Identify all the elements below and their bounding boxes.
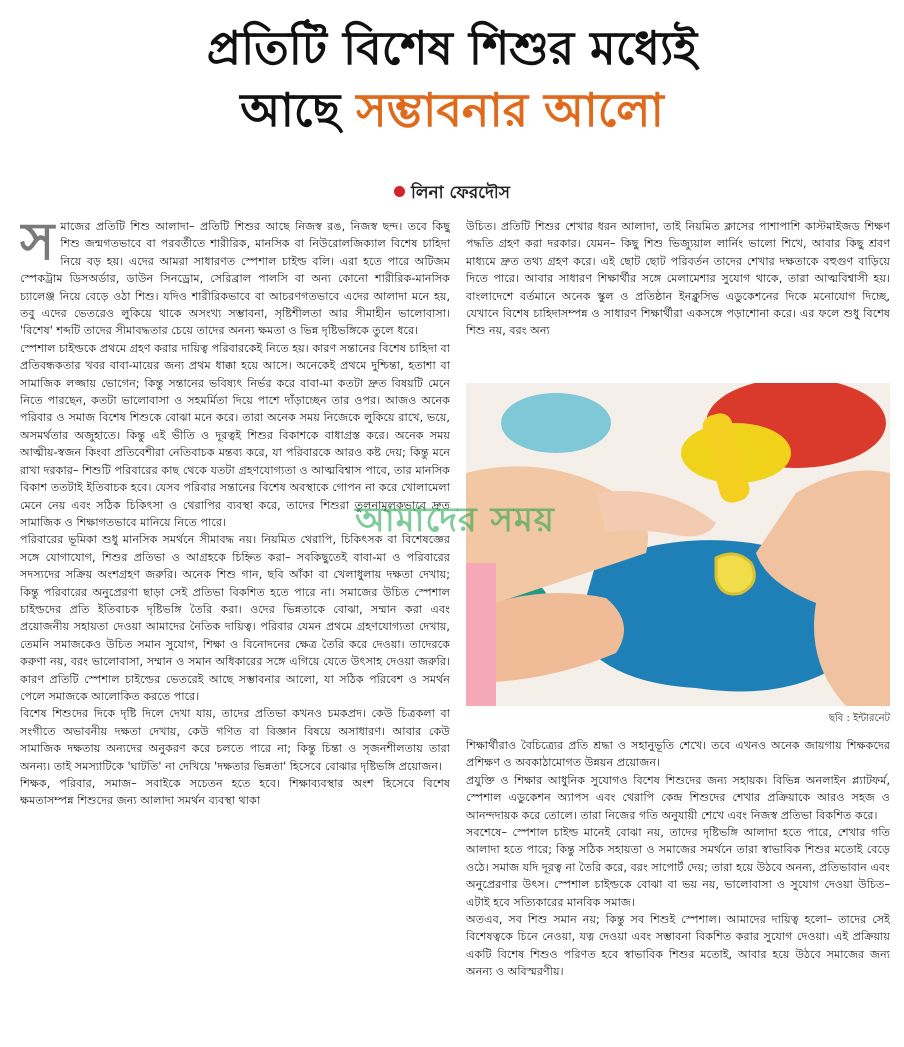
headline-line-1: প্রতিটি বিশেষ শিশুর মধ্যেই [206,21,698,75]
article-paragraph: মাজের প্রতিটি শিশু আলাদা– প্রতিটি শিশুর আছে নিজস্ব রঙ, নিজস্ব ছন্দ। তবে কিছু শিশু জন্মগতভাবে বা পরবর্তীতে শারীরিক, মানসিক বা নিউরোলজিক্যাল বিশেষ চাহিদা নিয়ে বড় হয়। এদের আমরা সাধারণত স্পেশাল চাইল্ড বলি। এরা হতে পারে অটিজম স্পেকট্রাম ডিসঅর্ডার, ডাউন সিনড্রোম, সেরিব্রাল পালসি বা অন্য কোনো শারীরিক-মানসিক চ্যালেঞ্জ নিয়ে বেড়ে ওঠা শিশু। যদিও শারীরিকভাবে বা আচরণগতভাবে এদের আলাদা মনে হয়, তবু এদের ভেতরেও লুকিয়ে থাকে অসংখ্য সম্ভাবনা, সৃষ্টিশীলতা আর সীমাহীন ভালোবাসা। 'বিশেষ' শব্দটি তাদের সীমাবদ্ধতার চেয়ে তাদের অনন্য ক্ষমতা ও ভিন্ন দৃষ্টিভঙ্গিকে তুলে ধরে। [20,220,450,338]
byline [0,180,904,208]
article-paragraph: শিক্ষার্থীরাও বৈচিত্র্যের প্রতি শ্রদ্ধা ও সহানুভূতি শেখে। তবে এখনও অনেক জায়গায় শিক্ষকদের প্রশিক্ষণ ও অবকাঠামোগত উন্নয়ন প্রয়োজন। [466,739,890,770]
article-paragraph: স্পেশাল চাইল্ডকে প্রথমে গ্রহণ করার দায়িত্ব পরিবারকেই নিতে হয়। কারণ সন্তানের বিশেষ চাহিদা বা প্রতিবন্ধকতার খবর বাবা-মায়ের জন্য প্রথম ধাক্কা হয়ে আসে। অনেকেই প্রথমে দুশ্চিন্তা, হতাশা বা সামাজিক লজ্জায় ভোগেন; কিন্তু সন্তানের ভবিষ্যৎ নির্ভর করে বাবা-মা কতটা দ্রুত বিষয়টি মেনে নিতে পারছেন, কতটা ভালোবাসা ও সহমর্মিতা দিয়ে পাশে দাঁড়াচ্ছেন তার ওপর। আজও অনেক পরিবার ও সমাজ বিশেষ শিশুকে বোঝা মনে করে। তারা অনেক সময় নিজেকে লুকিয়ে রাখে, ভয়ে, অসমর্থতার অজুহাতে। কিন্তু এই ভীতি ও দূরত্বই শিশুর বিকাশকে বাধাগ্রস্ত করে। অনেক সময় আত্মীয়-স্বজন কিংবা প্রতিবেশীরা নেতিবাচক মন্তব্য করে, যা পরিবারকে আরও কষ্ট দেয়; কিন্তু মনে রাখা দরকার– শিশুটি পরিবারের কাছ থেকে যতটা গ্রহণযোগ্যতা ও আত্মবিশ্বাস পাবে, তার মানসিক বিকাশ ততটাই ইতিবাচক হবে। যেসব পরিবার সন্তানের বিশেষ অবস্থাকে গোপন না করে খোলামেলা মেনে নেয় এবং সঠিক চিকিৎসা ও থেরাপির ব্যবস্থা করে, তাদের শিশুরা তুলনামূলকভাবে দ্রুত সামাজিক ও শিক্ষাগতভাবে মানিয়ে নিতে পারে। [20,341,450,529]
article-paragraph: অতএব, সব শিশু সমান নয়; কিন্তু সব শিশুই স্পেশাল। আমাদের দায়িত্ব হলো– তাদের সেই বিশেষত্বকে চিনে নেওয়া, যত্ন দেওয়া এবং সম্ভাবনা বিকশিত করার সুযোগ দেওয়া। এই প্রক্রিয়ায় একটি বিশেষ শিশুও পরিণত হবে স্বাভাবিক শিশুর মতোই, আবার হয়ে উঠবে সমাজের জন্য অনন্য ও অবিস্মরণীয়। [466,913,890,979]
article-column-right-top [466,218,890,378]
article-column-right-bottom [466,737,890,1037]
article-paragraph: পরিবারের ভূমিকা শুধু মানসিক সমর্থনে সীমাবদ্ধ নয়। নিয়মিত থেরাপি, চিকিৎসক বা বিশেষজ্ঞের সঙ্গে যোগাযোগ, শিশুর প্রতিভা ও আগ্রহকে চিহ্নিত করা– সবকিছুতেই বাবা-মা ও পরিবারের সদস্যদের সক্রিয় অংশগ্রহণ জরুরি। অনেক শিশু গান, ছবি আঁকা বা খেলাধুলায় দক্ষতা দেখায়; কিন্তু পরিবারের অনুপ্রেরণা ছাড়া সেই প্রতিভা বিকশিত হতে পারে না। সমাজের উচিত স্পেশাল চাইল্ডদের প্রতি ইতিবাচক দৃষ্টিভঙ্গি তৈরি করা। ওদের ভিন্নতাকে বোঝা, সম্মান করা এবং প্রয়োজনীয় সহায়তা দেওয়া আমাদের নৈতিক দায়িত্ব। পরিবার যেমন প্রথমে গ্রহণযোগ্যতা দেখায়, তেমনি সমাজকেও উচিত সমান সুযোগ, শিক্ষা ও বিনোদনের ক্ষেত্র তৈরি করে দেওয়া। তাদেরকে করুণা নয়, বরং ভালোবাসা, সম্মান ও সমান অধিকারের সঙ্গে এগিয়ে যেতে উৎসাহ দেওয়া জরুরি। কারণ প্রতিটি স্পেশাল চাইল্ডের ভেতরেই আছে সম্ভাবনার আলো, যা সঠিক পরিবেশ ও সমর্থন পেলে সমাজকে আলোকিত করতে পারে। [20,533,450,703]
newspaper-watermark: আমাদের সময় [355,500,555,540]
article-paragraph: সবশেষে– স্পেশাল চাইল্ড মানেই বোঝা নয়, তাদের দৃষ্টিভঙ্গি আলাদা হতে পারে, শেখার গতি আলাদা হতে পারে; কিন্তু সঠিক সহায়তা ও সমাজের সমর্থনে তারা স্বাভাবিক শিশুর মতোই বেড়ে ওঠে। সমাজ যদি দূরত্ব না তৈরি করে, বরং সাপোর্ট দেয়; তারা হয়ে উঠবে অনন্য, প্রতিভাবান এবং অনুপ্রেরণার উৎস। স্পেশাল চাইল্ডকে বোঝা বা ভয় নয়, ভালোবাসা ও সুযোগ দেওয়া উচিত– এটাই হবে সত্যিকারের মানবিক সমাজ। [466,826,890,909]
byline-dot-icon [394,186,405,197]
article-paragraph: উচিত। প্রতিটি শিশুর শেখার ধরন আলাদা, তাই নিয়মিত ক্লাসের পাশাপাশি কাস্টমাইজড শিক্ষণ পদ্ধতি গ্রহণ করা দরকার। যেমন– কিছু শিশু ভিজ্যুয়াল লার্নিং ভালো শিখে, আবার কিছু শ্রবণ মাধ্যমে দ্রুত তথ্য গ্রহণ করে। এই ছোট ছোট পরিবর্তন তাদের শেখার দক্ষতাকে বহুগুণ বাড়িয়ে দিতে পারে। আবার সাধারণ শিক্ষার্থীর সঙ্গে মেলামেশার সুযোগ থাকে, তারা আত্মবিশ্বাসী হয়। বাংলাদেশে বর্তমানে অনেক স্কুল ও প্রতিষ্ঠান ইনক্লুসিভ এডুকেশনের দিকে মনোযোগ দিচ্ছে, যেখানে বিশেষ চাহিদাসম্পন্ন ও সাধারণ শিক্ষার্থীরা একসঙ্গে পড়াশোনা করে। এর ফলে শুধু বিশেষ শিশু নয়, বরং অন্য [466,220,890,338]
article-paragraph: প্রযুক্তি ও শিক্ষার আধুনিক সুযোগও বিশেষ শিশুদের জন্য সহায়ক। বিভিন্ন অনলাইন প্ল্যাটফর্ম, স্পেশাল এডুকেশন অ্যাপস এবং থেরাপি কেন্দ্র শিশুদের শেখার প্রক্রিয়াকে আরও সহজ ও আনন্দদায়ক করে তোলে। তারা নিজের গতি অনুযায়ী শেখে এবং নিজস্ব প্রতিভা বিকশিত করে। [466,773,890,822]
headline-line-2 [0,78,904,142]
drop-cap: স [20,218,55,272]
article-photo [466,383,890,706]
photo-caption: ছবি : ইন্টারনেট [828,713,890,724]
article-column-left [20,218,450,1038]
author-name: লিনা ফেরদৌস [410,183,511,203]
article-paragraph: বিশেষ শিশুদের দিকে দৃষ্টি দিলে দেখা যায়, তাদের প্রতিভা কখনও চমকপ্রদ। কেউ চিত্রকলা বা সংগীতে অভাবনীয় দক্ষতা দেখায়, কেউ গণিত বা বিজ্ঞান বিষয়ে অসাধারণ। আবার কেউ সামাজিক দক্ষতায় অন্যদের অনুকরণ করে চলতে পারে না; কিন্তু চিন্তা ও সৃজনশীলতায় তারা অনন্য। তাই সমস্যাটিকে 'ঘাটতি' না দেখিয়ে 'দক্ষতার ভিন্নতা' হিসেবে বোঝার দৃষ্টিভঙ্গি প্রয়োজন। [20,707,450,773]
children-playdough-illustration [466,383,890,706]
headline-accent: সম্ভাবনার আলো [356,83,664,137]
headline-line-2-prefix: আছে [240,83,357,137]
article-paragraph: শিক্ষক, পরিবার, সমাজ– সবাইকে সচেতন হতে হবে। শিক্ষাব্যবস্থার অংশ হিসেবে বিশেষ ক্ষমতাসম্পন্ন শিশুদের জন্য আলাদা সমর্থন ব্যবস্থা থাকা [20,777,450,808]
headline [0,18,904,142]
